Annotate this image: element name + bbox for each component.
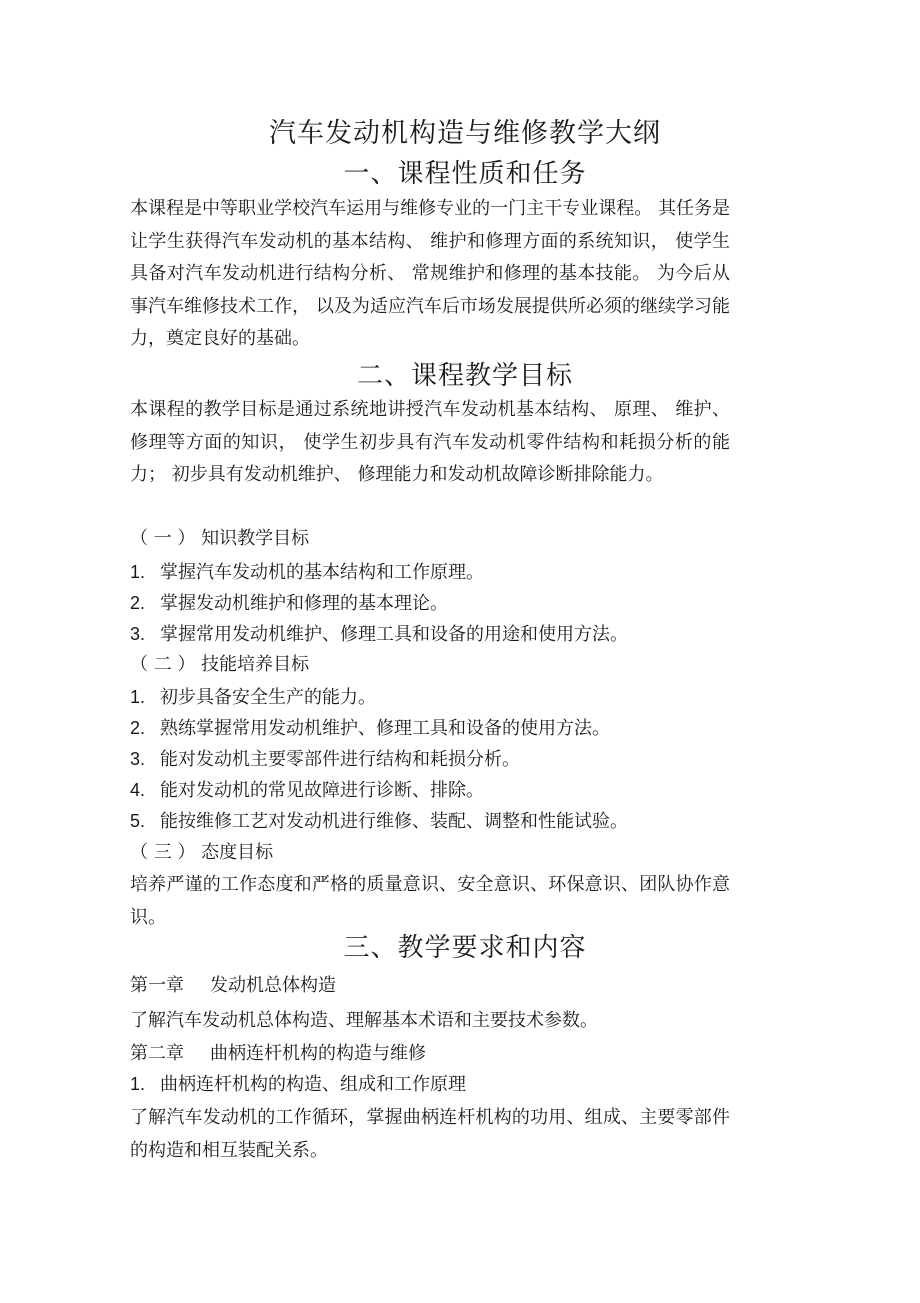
list-item-text: 掌握汽车发动机的基本结构和工作原理。 bbox=[160, 562, 484, 583]
list-item-text: 曲柄连杆机构的构造、组成和工作原理 bbox=[160, 1074, 466, 1095]
chapter-label: 第二章 bbox=[130, 1043, 184, 1064]
list-item-text: 掌握发动机维护和修理的基本理论。 bbox=[160, 593, 448, 614]
list-item-number: 2. bbox=[130, 593, 146, 613]
list-item-number: 3. bbox=[130, 749, 146, 769]
document-title: 汽车发动机构造与维修教学大纲 bbox=[269, 118, 661, 149]
chapter-title: 曲柄连杆机构的构造与维修 bbox=[210, 1043, 426, 1064]
list-item bbox=[130, 557, 750, 588]
list-item-number: 5. bbox=[130, 811, 146, 831]
list-item-number: 4. bbox=[130, 780, 146, 800]
list-item-number: 1. bbox=[130, 687, 146, 707]
list-item-text: 能对发动机的常见故障进行诊断、排除。 bbox=[160, 780, 484, 801]
subheading-knowledge-goals: （ 一 ） 知识教学目标 bbox=[130, 528, 310, 549]
list-item bbox=[130, 744, 750, 775]
chapter-heading-2 bbox=[130, 1038, 750, 1069]
list-item bbox=[130, 588, 750, 619]
subheading-skill-goals: （ 二 ） 技能培养目标 bbox=[130, 654, 310, 675]
subheading-attitude-goals: （ 三 ） 态度目标 bbox=[130, 842, 274, 863]
list-item-text: 初步具备安全生产的能力。 bbox=[160, 687, 376, 708]
section-heading-teaching-goals: 二、课程教学目标 bbox=[356, 361, 573, 391]
list-item-text: 熟练掌握常用发动机维护、修理工具和设备的使用方法。 bbox=[160, 718, 610, 739]
list-item-number: 3. bbox=[130, 624, 146, 644]
section-heading-course-nature: 一、课程性质和任务 bbox=[343, 159, 587, 189]
list-item-number: 2. bbox=[130, 718, 146, 738]
chapter-2-paragraph: 了解汽车发动机的工作循环，掌握曲柄连杆机构的功用、组成、主要零部件的构造和相互装配关系。 bbox=[130, 1107, 730, 1161]
chapter-title: 发动机总体构造 bbox=[210, 975, 336, 996]
list-item-number: 1. bbox=[130, 1074, 146, 1094]
list-item bbox=[130, 682, 750, 713]
list-item bbox=[130, 806, 750, 837]
attitude-goals-paragraph: 培养严谨的工作态度和严格的质量意识、安全意识、环保意识、团队协作意识。 bbox=[130, 874, 730, 928]
list-item bbox=[130, 775, 750, 806]
list-item bbox=[130, 619, 750, 650]
chapter-1-text: 了解汽车发动机总体构造、理解基本术语和主要技术参数。 bbox=[130, 1010, 598, 1031]
list-item-text: 掌握常用发动机维护、修理工具和设备的用途和使用方法。 bbox=[160, 624, 628, 645]
chapter-heading-1 bbox=[130, 970, 750, 1001]
list-item-number: 1. bbox=[130, 562, 146, 582]
list-item-text: 能按维修工艺对发动机进行维修、装配、调整和性能试验。 bbox=[160, 811, 628, 832]
course-nature-paragraph: 本课程是中等职业学校汽车运用与维修专业的一门主干专业课程。 其任务是让学生获得汽车发动机的基本结构、 维护和修理方面的系统知识， 使学生具备对汽车发动机进行结构分析、 常规维护和修理的基本技能。 为今后从事汽车维修技术工作， 以及为适应汽车后市场发展提供所必须的继续学习能力，奠定良好的基础。 bbox=[130, 198, 730, 349]
section-heading-requirements: 三、教学要求和内容 bbox=[343, 933, 587, 963]
list-item bbox=[130, 1069, 750, 1100]
chapter-label: 第一章 bbox=[130, 975, 184, 996]
list-item-text: 能对发动机主要零部件进行结构和耗损分析。 bbox=[160, 749, 520, 770]
list-item bbox=[130, 713, 750, 744]
teaching-goals-paragraph: 本课程的教学目标是通过系统地讲授汽车发动机基本结构、 原理、 维护、 修理等方面的知识， 使学生初步具有汽车发动机零件结构和耗损分析的能力； 初步具有发动机维护、 修理能力和发动机故障诊断排除能力。 bbox=[130, 399, 730, 485]
